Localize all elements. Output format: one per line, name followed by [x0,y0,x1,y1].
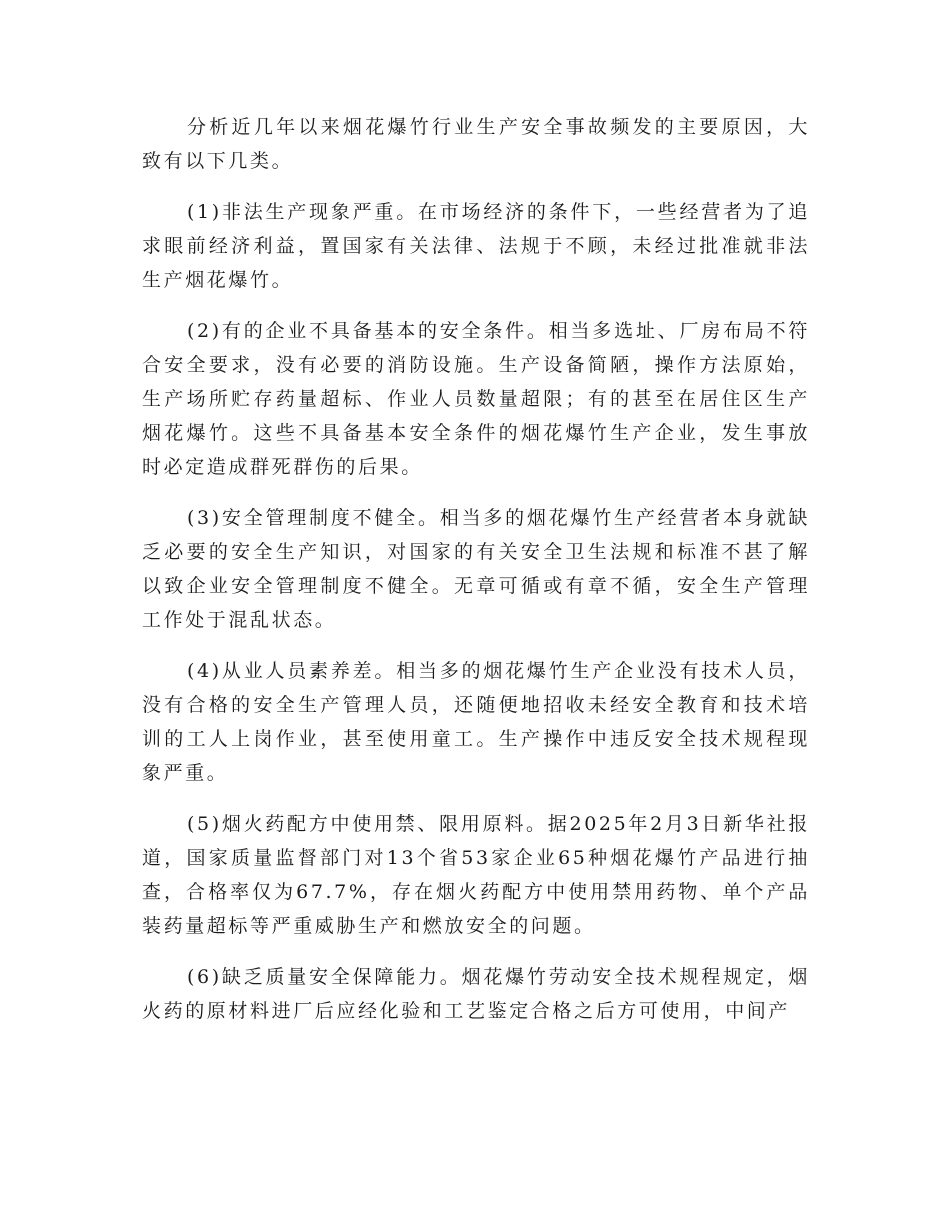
paragraph-management-system: (3)安全管理制度不健全。相当多的烟花爆竹生产经营者本身就缺乏必要的安全生产知识，对国家的有关安全卫生法规和标准不甚了解以致企业安全管理制度不健全。无章可循或有章不循，安全生产管理工作处于混乱状态。 [142,507,810,631]
paragraph-staff-quality: (4)从业人员素养差。相当多的烟花爆竹生产企业没有技术人员，没有合格的安全生产管理人员，还随便地招收未经安全教育和技术培训的工人上岗作业，甚至使用童工。生产操作中违反安全技术规程现象严重。 [142,660,810,784]
paragraph-banned-materials: (5)烟火药配方中使用禁、限用原料。据2025年2月3日新华社报道，国家质量监督部门对13个省53家企业65种烟花爆竹产品进行抽查，合格率仅为67.7%，存在烟火药配方中使用禁用药物、单个产品装药量超标等严重威胁生产和燃放安全的问题。 [142,813,810,937]
paragraph-illegal-production: (1)非法生产现象严重。在市场经济的条件下，一些经营者为了追求眼前经济利益，置国家有关法律、法规于不顾，未经过批准就非法生产烟花爆竹。 [142,201,810,291]
paragraph-quality-assurance: (6)缺乏质量安全保障能力。烟花爆竹劳动安全技术规程规定，烟火药的原材料进厂后应经化验和工艺鉴定合格之后方可使用，中间产 [142,966,810,1022]
paragraph-safety-conditions: (2)有的企业不具备基本的安全条件。相当多选址、厂房布局不符合安全要求，没有必要的消防设施。生产设备简陋，操作方法原始，生产场所贮存药量超标、作业人员数量超限；有的甚至在居住区生产烟花爆竹。这些不具备基本安全条件的烟花爆竹生产企业，发生事放时必定造成群死群伤的后果。 [142,320,810,478]
intro-paragraph: 分析近几年以来烟花爆竹行业生产安全事故频发的主要原因，大致有以下几类。 [142,116,810,172]
document-body [142,110,810,1045]
